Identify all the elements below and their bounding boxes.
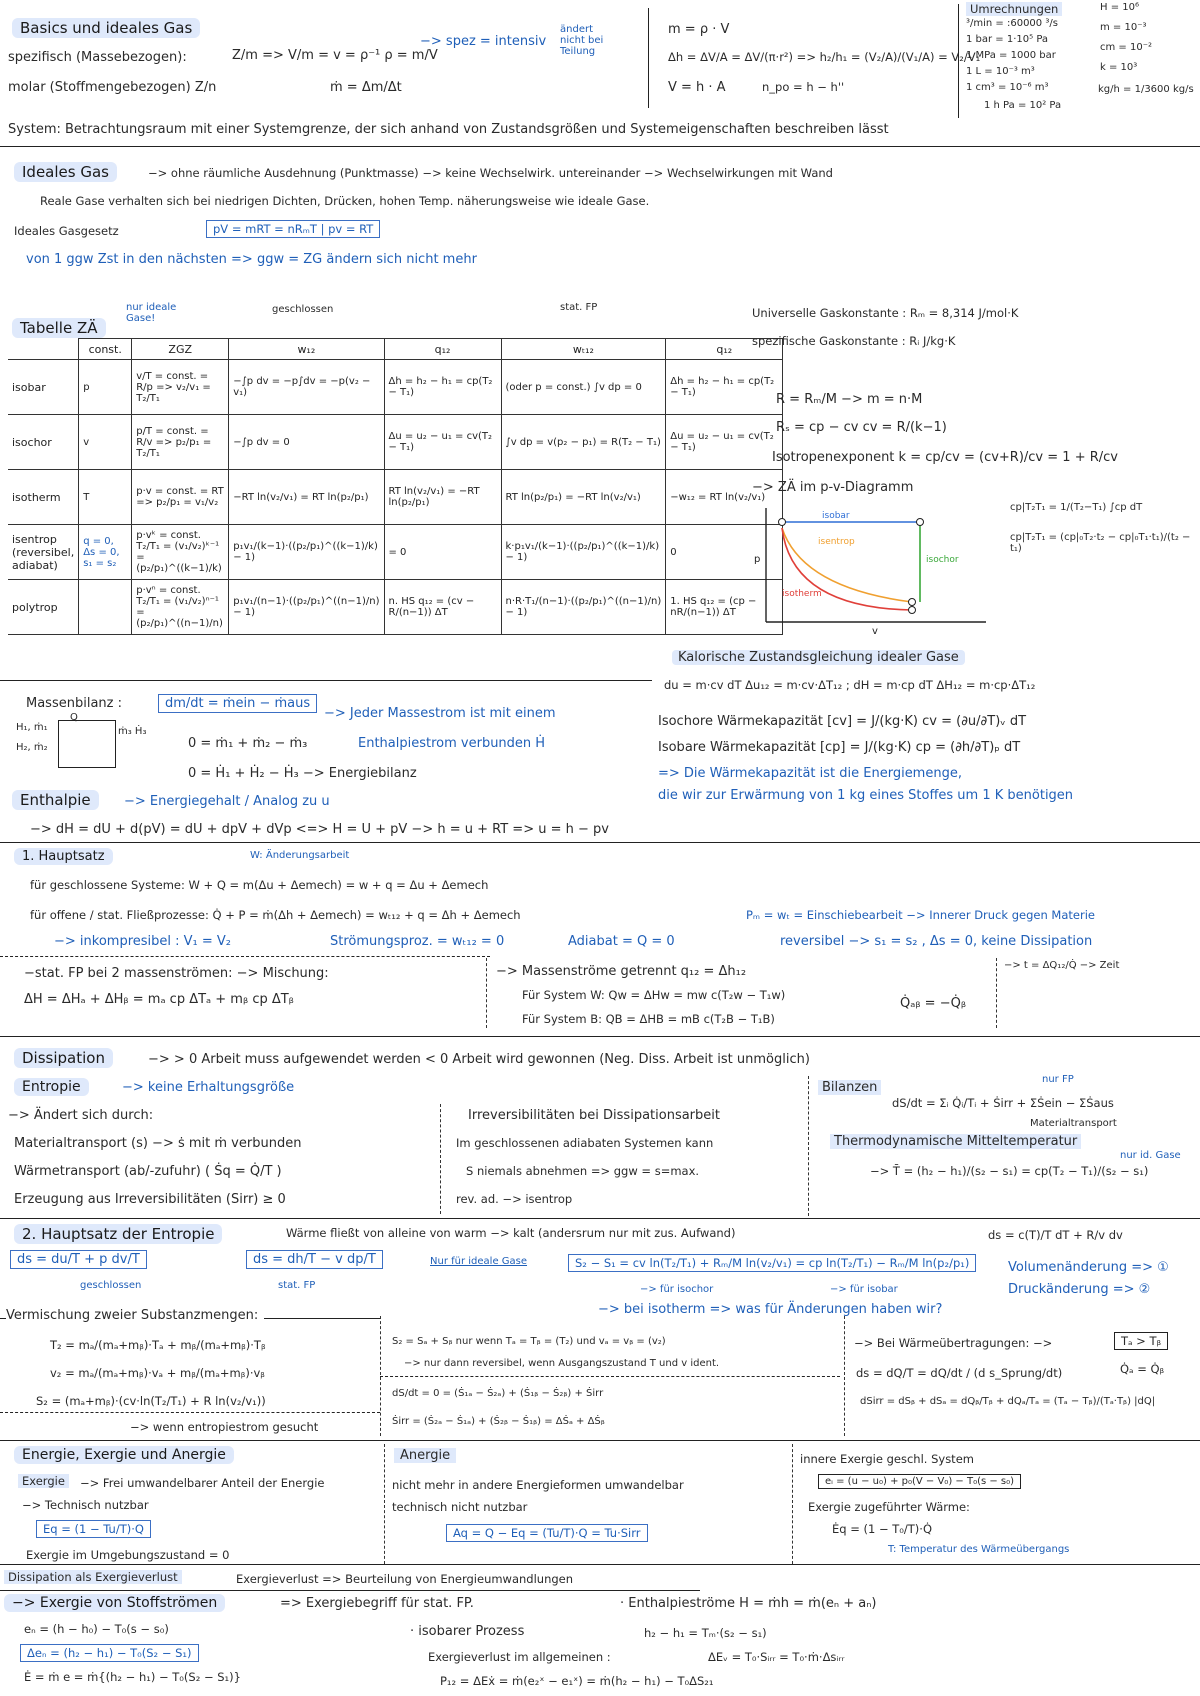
first-law-title: 1. Hauptsatz: [14, 848, 113, 865]
section-divider: [0, 1564, 1200, 1565]
dashed-divider: [486, 958, 487, 1028]
isentrop-label: isentrop: [818, 537, 855, 547]
row-w: p₁v₁/(n−1)·((p₂/p₁)^((n−1)/n) − 1): [229, 580, 384, 635]
section-divider: [0, 680, 652, 681]
row-name: isobar: [8, 360, 79, 415]
table-header-cell: ZGZ: [132, 339, 229, 360]
row-w: −∫p dv = 0: [229, 415, 384, 470]
v-ha-formula: V = h · A: [668, 80, 726, 95]
table-corner: [8, 339, 79, 360]
flow-process-note: Strömungsproz. = wₜ₁₂ = 0: [330, 934, 505, 949]
bilanz-note: nur FP: [1042, 1074, 1074, 1085]
p-axis-label: p: [754, 554, 761, 565]
exergy-ambient: Exergie im Umgebungszustand = 0: [26, 1548, 230, 1562]
row-zgz: v/T = const. = R/p => v₂/v₁ = T₂/T₁: [132, 360, 229, 415]
real-gas-note: Reale Gase verhalten sich bei niedrigen Dichten, Drücken, hohen Temp. näherungsweise wie ideale Gase.: [40, 194, 650, 208]
state-point: [909, 607, 916, 614]
prefix: cm = 10⁻²: [1100, 42, 1152, 53]
enthalpy-eq: −> dH = dU + d(pV) = dU + dpV + dVp <=> H = U + pV −> h = u + RT => u = h − pv: [30, 822, 609, 837]
header-divider: [648, 8, 649, 108]
ideal-gas-desc: −> ohne räumliche Ausdehnung (Punktmasse) −> keine Wechselwirk. untereinander −> Wechselwirkungen mit Wand: [148, 166, 833, 180]
row-zgz: p·v = const. = RT => p₂/p₁ = v₁/v₂: [132, 470, 229, 525]
row-zgz: p·vᵏ = const. T₂/T₁ = (v₁/v₂)ᵏ⁻¹ = (p₂/p₁)^((k−1)/k): [132, 525, 229, 580]
heat-exergy-note: T: Temperatur des Wärmeübergangs: [888, 1544, 1070, 1555]
isochor-note: −> für isochor: [640, 1284, 714, 1295]
specific-stream-exergy: eₙ = (h − h₀) − T₀(s − s₀): [24, 1622, 169, 1636]
exergy-loss-label: Exergieverlust im allgemeinen :: [428, 1650, 611, 1664]
exergy-technical: −> Technisch nutzbar: [22, 1498, 149, 1512]
reversibel-note: reversibel −> s₁ = s₂ , Δs = 0, keine Dissipation: [780, 934, 1093, 949]
row-qt: −w₁₂ = RT ln(v₂/v₁): [666, 470, 783, 525]
conv-line: ³/min = :60000 ³/s: [966, 18, 1058, 29]
power-exergy-eq: P₁₂ = ΔEẋ = ṁ(e₂ˣ − e₁ˣ) = ṁ(h₂ − h₁) − T₀ΔS₂₁: [440, 1674, 714, 1688]
anergie-desc-2: technisch nicht nutzbar: [392, 1500, 528, 1514]
dashed-divider: [792, 1444, 793, 1564]
row-name: polytrop: [8, 580, 79, 635]
stream-exergy-title: −> Exergie von Stoffströmen: [4, 1594, 225, 1612]
heat-capacity-def-2: die wir zur Erwärmung von 1 kg eines Stoffes um 1 K benötigen: [658, 788, 1074, 803]
specific-gas-constant: spezifische Gaskonstante : Rᵢ J/kg·K: [752, 334, 956, 348]
heat-transfer-label: −> Bei Wärmeübertragungen: −>: [854, 1336, 1053, 1350]
ideal-gas-only-note: nur id. Gase: [1120, 1150, 1181, 1161]
heat-exchange-eq: Q̇ₐᵦ = −Q̇ᵦ: [900, 996, 967, 1011]
exergy-loss-eq: ΔEᵥ = T₀·Sᵢᵣᵣ = T₀·ṁ·Δsᵢᵣᵣ: [708, 1650, 845, 1664]
incompressible-note: −> inkompresibel : V₁ = V₂: [54, 934, 232, 949]
table-ideal-note: nur ideale Gase!: [126, 302, 177, 324]
first-law-closed: für geschlossene Systeme: W + Q = m(Δu + Δemech) = w + q = Δu + Δemech: [30, 878, 489, 892]
table-row: [8, 470, 783, 525]
stream-exergy-desc: => Exergiebegriff für stat. FP.: [280, 1596, 474, 1611]
material-transport-label: Materialtransport: [1030, 1118, 1117, 1129]
exergy-title: Energie, Exergie und Anergie: [14, 1446, 234, 1464]
universal-gas-constant: Universelle Gaskonstante : Rₘ = 8,314 J/mol·K: [752, 306, 1019, 320]
kgh-conversion: kg/h = 1/3600 kg/s: [1098, 84, 1194, 95]
mean-temperature-title: Thermodynamische Mitteltemperatur: [830, 1134, 1081, 1149]
mixing-temperature-eq: T₂ = mₐ/(mₐ+mᵦ)·Tₐ + mᵦ/(mₐ+mᵦ)·Tᵦ: [50, 1338, 266, 1352]
heat-capacity-def: => Die Wärmekapazität ist die Energiemenge,: [658, 766, 962, 781]
entropy-change-item: Erzeugung aus Irreversibilitäten (Sirr) ≥ 0: [14, 1192, 286, 1207]
ideal-gas-law-label: Ideales Gasgesetz: [14, 224, 119, 238]
conv-line: 1 cm³ = 10⁻⁶ m³: [966, 82, 1049, 93]
conv-line: 1 L = 10⁻³ m³: [966, 66, 1035, 77]
row-name: isentrop (reversibel, adiabat): [8, 525, 79, 580]
conversions-title: Umrechnungen: [966, 2, 1062, 16]
isobar-note: −> für isobar: [830, 1284, 898, 1295]
dashed-divider: [384, 1444, 385, 1564]
mass-balance-note-2: Enthalpiestrom verbunden Ḣ: [358, 736, 546, 751]
row-wt: ∫v dp = v(p₂ − p₁) = R(T₂ − T₁): [501, 415, 666, 470]
prefix: H = 10⁶: [1100, 2, 1139, 13]
anergie-title: Anergie: [394, 1448, 456, 1463]
row-name: isotherm: [8, 470, 79, 525]
table-header-cell: q₁₂: [666, 339, 783, 360]
irreversibility-title: Irreversibilitäten bei Dissipationsarbeit: [468, 1108, 720, 1123]
row-qt: 1. HS q₁₂ = (cp − nR/(n−1)) ΔT: [666, 580, 783, 635]
enthalpy-title: Enthalpie: [12, 790, 99, 810]
fp-label: stat. FP: [278, 1280, 316, 1291]
molar-label: molar (Stoffmengebezogen) Z/n: [8, 80, 217, 95]
second-law-desc: Wärme fließt von alleine von warm −> kalt (andersrum nur mit zus. Aufwand): [286, 1226, 736, 1240]
heat-exergy-label: Exergie zugeführter Wärme:: [808, 1500, 970, 1514]
section-divider: [0, 1036, 1200, 1037]
row-q: = 0: [384, 525, 501, 580]
section-divider: [0, 1590, 700, 1591]
irreversibility-item: rev. ad. −> isentrop: [456, 1192, 573, 1206]
section-divider: [0, 1218, 1200, 1219]
mixing-title: Vermischung zweier Substanzmengen:: [6, 1308, 264, 1323]
row-const: T: [79, 470, 132, 525]
volume-change-note: Volumenänderung => ①: [1008, 1260, 1169, 1275]
conv-line: 1 bar = 1·10⁵ Pa: [966, 34, 1049, 45]
prefix: k = 10³: [1100, 62, 1138, 73]
caloric-title: Kalorische Zustandsgleichung idealer Gase: [672, 650, 965, 665]
irreversibility-item: S niemals abnehmen => ggw = s=max.: [466, 1164, 700, 1178]
mass-balance-note: −> Jeder Massestrom ist mit einem: [324, 706, 556, 721]
entropy-title: Entropie: [14, 1078, 89, 1096]
system-b-eq: Für System B: QB = ΔHB = mB c(T₂B − T₁B): [522, 1012, 775, 1026]
aendert-nicht-note: ändert nicht bei Teilung: [560, 24, 604, 57]
mass-balance-label: Massenbilanz :: [26, 696, 122, 711]
row-const: [79, 580, 132, 635]
enthalpy-streams: · Enthalpieströme H = ṁh = ṁ(eₙ + aₙ): [620, 1596, 877, 1611]
closed-ds-eq: ds = du/T + p dv/T: [10, 1250, 147, 1269]
row-q: n. HS q₁₂ = (cv − R/(n−1)) ΔT: [384, 580, 501, 635]
row-const: p: [79, 360, 132, 415]
row-w: −∫p dv = −p∫dv = −p(v₂ − v₁): [229, 360, 384, 415]
group-fp: stat. FP: [560, 302, 598, 313]
entropy-generation-heat-eq: dSirr = dSᵦ + dSₐ = dQᵦ/Tᵦ + dQₐ/Tₐ = (Tₐ − Tᵦ)/(Tₐ·Tᵦ) |dQ|: [860, 1396, 1156, 1407]
pressure-change-note: Druckänderung => ②: [1008, 1282, 1151, 1297]
system-w-eq: Für System W: Qw = ΔHw = mw c(T₂w − T₁w): [522, 988, 786, 1002]
page-title: Basics und ideales Gas: [12, 18, 200, 38]
dashed-divider: [0, 956, 490, 957]
dashed-divider: [440, 1104, 441, 1214]
state-point: [909, 599, 916, 606]
table-header-cell: wₜ₁₂: [501, 339, 666, 360]
row-q: Δu = u₂ − u₁ = cv(T₂ − T₁): [384, 415, 501, 470]
ideal-gas-only-label: Nur für ideale Gase: [430, 1256, 528, 1267]
reversible-mix-note: −> nur dann reversibel, wenn Ausgangszustand T und v ident.: [404, 1358, 720, 1369]
entropy-balance-eq: dS/dt = Σᵢ Q̇ᵢ/Tᵢ + Ṡirr + ΣṠein − ΣṠaus: [892, 1096, 1114, 1110]
dashed-divider: [996, 958, 997, 1028]
entropy-change-item: Materialtransport (s) −> ṡ mit ṁ verbunden: [14, 1136, 302, 1151]
isotherm-label: isotherm: [782, 589, 822, 599]
section-divider: [0, 146, 1200, 147]
reversible-mix-condition: S₂ = Sₐ + Sᵦ nur wenn Tₐ = Tᵦ = (T₂) und vₐ = vᵦ = (v₂): [392, 1336, 666, 1347]
section-divider: [0, 842, 1200, 843]
second-law-title: 2. Hauptsatz der Entropie: [14, 1224, 222, 1244]
section-divider: [0, 1440, 1200, 1441]
mdot-formula: ṁ = Δm/Δt: [330, 80, 402, 95]
entropy-changes-label: −> Ändert sich durch:: [8, 1108, 154, 1123]
row-qt: 0: [666, 525, 783, 580]
row-zgz: p·vⁿ = const. T₂/T₁ = (v₁/v₂)ⁿ⁻¹ = (p₂/p₁)^((n−1)/n): [132, 580, 229, 635]
row-qt: Δu = u₂ − u₁ = cv(T₂ − T₁): [666, 415, 783, 470]
entropy-desc: −> keine Erhaltungsgröße: [122, 1080, 295, 1095]
dashed-divider: [0, 1412, 380, 1413]
table-row: [8, 580, 783, 635]
inflow-2: H₂, ṁ₂: [16, 742, 48, 753]
row-wt: RT ln(p₂/p₁) = −RT ln(v₂/v₁): [501, 470, 666, 525]
row-q: RT ln(v₂/v₁) = −RT ln(p₂/p₁): [384, 470, 501, 525]
mixing-volume-eq: v₂ = mₐ/(mₐ+mᵦ)·vₐ + mᵦ/(mₐ+mᵦ)·vᵦ: [50, 1366, 265, 1380]
ggw-note: von 1 ggw Zst in den nächsten => ggw = ZG ändern sich nicht mehr: [26, 252, 477, 267]
control-volume-box: [58, 720, 116, 768]
two-flows-label: −stat. FP bei 2 massenströmen: −> Mischung:: [24, 966, 329, 981]
state-point: [779, 519, 786, 526]
inner-exergy-eq: eᵢ = (u − u₀) + p₀(V − V₀) − T₀(s − s₀): [818, 1474, 1021, 1489]
work-note: W: Änderungsarbeit: [250, 850, 350, 861]
spezifisch-formula: Z/m => V/m = v = ρ⁻¹ ρ = m/V: [232, 48, 438, 63]
table-row: [8, 525, 783, 580]
adiabat-note: Adiabat = Q = 0: [568, 934, 675, 949]
state-point: [917, 519, 924, 526]
table-header-cell: w₁₂: [229, 339, 384, 360]
isobar-process-eq: h₂ − h₁ = Tₘ·(s₂ − s₁): [644, 1626, 767, 1640]
exergy-label: Exergie: [18, 1474, 69, 1488]
state-change-table: [8, 338, 783, 635]
table-header-row: [8, 339, 783, 360]
dissipation-loss-title: Dissipation als Exergieverlust: [4, 1570, 182, 1584]
irreversibility-item: Im geschlossenen adiabaten Systemen kann: [456, 1136, 714, 1150]
cp-mean-formula: cp|T₂T₁ = 1/(T₂−T₁) ∫cp dT: [1010, 502, 1143, 513]
heat-exergy-eq: Ėq = (1 − T₀/T)·Q̇: [832, 1522, 932, 1536]
dissipation-desc: −> > 0 Arbeit muss aufgewendet werden < 0 Arbeit wird gewonnen (Neg. Diss. Arbeit ist unmöglich): [148, 1052, 810, 1067]
mixing-enthalpy-eq: ΔH = ΔHₐ + ΔHᵦ = mₐ cp ΔTₐ + mᵦ cp ΔTᵦ: [24, 992, 294, 1007]
rs-formula: Rₛ = cp − cv cv = R/(k−1): [776, 420, 947, 435]
table-title: Tabelle ZÄ: [12, 318, 106, 338]
isotherm-note: −> bei isotherm => was für Änderungen haben wir?: [598, 1302, 943, 1317]
row-q: Δh = h₂ − h₁ = cp(T₂ − T₁): [384, 360, 501, 415]
delta-h-formula: Δh = ΔV/A = ΔV/(π·r²) => h₂/h₁ = (V₂/A)/(V₁/A) = V₂/V₁: [668, 50, 981, 64]
inner-exergy-label: innere Exergie geschl. System: [800, 1452, 974, 1466]
spezifisch-label: spezifisch (Massebezogen):: [8, 50, 187, 65]
exergy-desc: −> Frei umwandelbarer Anteil der Energie: [80, 1476, 325, 1490]
heat-equality: Q̇ₐ = Q̇ᵦ: [1120, 1362, 1165, 1376]
bilanzen-title: Bilanzen: [818, 1080, 881, 1095]
outflow: ṁ₃ Ḣ₃: [118, 726, 147, 737]
push-work-note: Pₘ = wₜ = Einschiebearbeit −> Innerer Druck gegen Materie: [746, 908, 1095, 922]
isochor-label: isochor: [926, 555, 959, 565]
mass-balance-eq: dm/dt = ṁein − ṁaus: [158, 694, 317, 713]
closed-label: geschlossen: [80, 1280, 142, 1291]
cp-mean-formula-2: cp|T₂T₁ = (cp|₀T₂·t₂ − cp|₀T₁·t₁)/(t₂ − t₁): [1010, 532, 1191, 554]
npo-formula: n_po = h − h'': [762, 80, 845, 94]
ds-equation: ds = c(T)/T dT + R/v dv: [988, 1228, 1123, 1242]
row-w: −RT ln(v₂/v₁) = RT ln(p₂/p₁): [229, 470, 384, 525]
row-qt: Δh = h₂ − h₁ = cp(T₂ − T₁): [666, 360, 783, 415]
anergie-eq: Aq = Q − Eq = (Tu/T)·Q = Tu·Sirr: [446, 1524, 648, 1542]
row-zgz: p/T = const. = R/v => p₂/p₁ = T₂/T₁: [132, 415, 229, 470]
energy-balance-eq: 0 = Ḣ₁ + Ḣ₂ − Ḣ₃ −> Energiebilanz: [188, 766, 417, 781]
time-note: −> t = ΔQ₁₂/Q̇ −> Zeit: [1004, 960, 1120, 971]
system-definition: System: Betrachtungsraum mit einer Systemgrenze, der sich anhand von Zustandsgrößen und Systemeigenschaften beschreiben lässt: [8, 122, 889, 137]
separate-flows: −> Massenströme getrennt q₁₂ = Δh₁₂: [496, 964, 747, 979]
group-closed: geschlossen: [272, 304, 334, 315]
isobar-label: isobar: [822, 511, 850, 521]
row-wt: n·R·T₁/(n−1)·((p₂/p₁)^((n−1)/n) − 1): [501, 580, 666, 635]
entropy-rate-eq: dS/dt = 0 = (Ṡ₁ₐ − Ṡ₂ₐ) + (Ṡ₁ᵦ − Ṡ₂ᵦ) + Ṡirr: [392, 1388, 604, 1399]
dissipation-loss-desc: Exergieverlust => Beurteilung von Energieumwandlungen: [236, 1572, 574, 1586]
pv-diagram: [752, 498, 992, 638]
isobar-heat-capacity: Isobare Wärmekapazität [cp] = J/(kg·K) cp = (∂h/∂T)ₚ dT: [658, 740, 1021, 755]
stream-exergy-rate: Ė = ṁ e = ṁ{(h₂ − h₁) − T₀(S₂ − S₁)}: [24, 1670, 241, 1684]
mass-formula: m = ρ · V: [668, 22, 730, 37]
mass-balance-eq-2: 0 = ṁ₁ + ṁ₂ − ṁ₃: [188, 736, 308, 751]
v-axis-label: v: [872, 626, 878, 637]
first-law-open: für offene / stat. Fließprozesse: Q̇ + P = ṁ(Δh + Δemech) = wₜ₁₂ + q = Δh + Δemech: [30, 908, 521, 922]
temperature-condition: Tₐ > Tᵦ: [1114, 1332, 1168, 1350]
spez-intensiv: −> spez = intensiv: [420, 34, 547, 49]
isentropic-exponent: Isotropenexponent k = cp/cv = (cv+R)/cv = 1 + R/cv: [772, 450, 1118, 465]
caloric-eq: du = m·cv dT Δu₁₂ = m·cv·ΔT₁₂ ; dH = m·cp dT ΔH₁₂ = m·cp·ΔT₁₂: [664, 678, 1036, 692]
entropy-change-item: Wärmetransport (ab/-zufuhr) ( Ṡq = Q̇/T ): [14, 1164, 282, 1179]
mean-temperature-eq: −> T̄ = (h₂ − h₁)/(s₂ − s₁) = cp(T₂ − T₁)/(s₂ − s₁): [870, 1164, 1149, 1178]
r-formula: R = Rₘ/M −> m = n·M: [776, 392, 923, 407]
row-wt: (oder p = const.) ∫v dp = 0: [501, 360, 666, 415]
isochor-heat-capacity: Isochore Wärmekapazität [cv] = J/(kg·K) cv = (∂u/∂T)ᵥ dT: [658, 714, 1027, 729]
entropy-generation-eq: Ṡirr = (Ṡ₂ₐ − Ṡ₁ₐ) + (Ṡ₂ᵦ − Ṡ₁ᵦ) = ΔṠₐ + ΔṠᵦ: [392, 1416, 605, 1427]
isobar-process-label: · isobarer Prozess: [410, 1624, 525, 1639]
conv-line: 1 MPa = 1000 bar: [966, 50, 1056, 61]
dashed-divider: [380, 1376, 840, 1377]
stream-exergy-diff: Δeₙ = (h₂ − h₁) − T₀(S₂ − S₁): [20, 1644, 199, 1662]
dashed-divider: [808, 1076, 809, 1216]
heat-flow-q: Q: [70, 712, 78, 723]
enthalpy-desc: −> Energiegehalt / Analog zu u: [124, 794, 330, 809]
inflow-1: H₁, ṁ₁: [16, 722, 48, 733]
entropy-stream-note: −> wenn entropiestrom gesucht: [130, 1420, 319, 1434]
dashed-divider: [844, 1316, 845, 1436]
table-header-cell: const.: [79, 339, 132, 360]
dissipation-title: Dissipation: [14, 1048, 113, 1068]
table-row: [8, 415, 783, 470]
heat-transfer-entropy-eq: ds = dQ/T = dQ/dt / (d s_Sprung/dt): [856, 1366, 1063, 1380]
table-row: [8, 360, 783, 415]
row-const: v: [79, 415, 132, 470]
prefix: m = 10⁻³: [1100, 22, 1147, 33]
mixing-entropy-eq: S₂ = (mₐ+mᵦ)·(cv·ln(T₂/T₁) + R ln(v₂/v₁)): [36, 1394, 266, 1408]
ideal-gas-title: Ideales Gas: [14, 162, 117, 182]
exergy-eq: Eq = (1 − Tu/T)·Q: [36, 1520, 151, 1538]
row-w: p₁v₁/(k−1)·((p₂/p₁)^((k−1)/k) − 1): [229, 525, 384, 580]
row-wt: k·p₁v₁/(k−1)·((p₂/p₁)^((k−1)/k) − 1): [501, 525, 666, 580]
fp-ds-eq: ds = dh/T − v dp/T: [246, 1250, 383, 1269]
ideal-gas-law: pV = mRT = nRₘT | pv = RT: [206, 220, 380, 238]
row-name: isochor: [8, 415, 79, 470]
row-const: q = 0, Δs = 0, s₁ = s₂: [79, 525, 132, 580]
anergie-desc: nicht mehr in andere Energieformen umwandelbar: [392, 1478, 684, 1492]
pv-diagram-title: −> ZÄ im p-v-Diagramm: [752, 480, 914, 495]
conv-line: 1 h Pa = 10² Pa: [984, 100, 1062, 111]
ideal-gas-entropy-eq: S₂ − S₁ = cv ln(T₂/T₁) + Rₘ/M ln(v₂/v₁) = cp ln(T₂/T₁) − Rₘ/M ln(p₂/p₁): [568, 1254, 976, 1272]
conversions-divider: [958, 4, 959, 118]
table-header-cell: q₁₂: [384, 339, 501, 360]
